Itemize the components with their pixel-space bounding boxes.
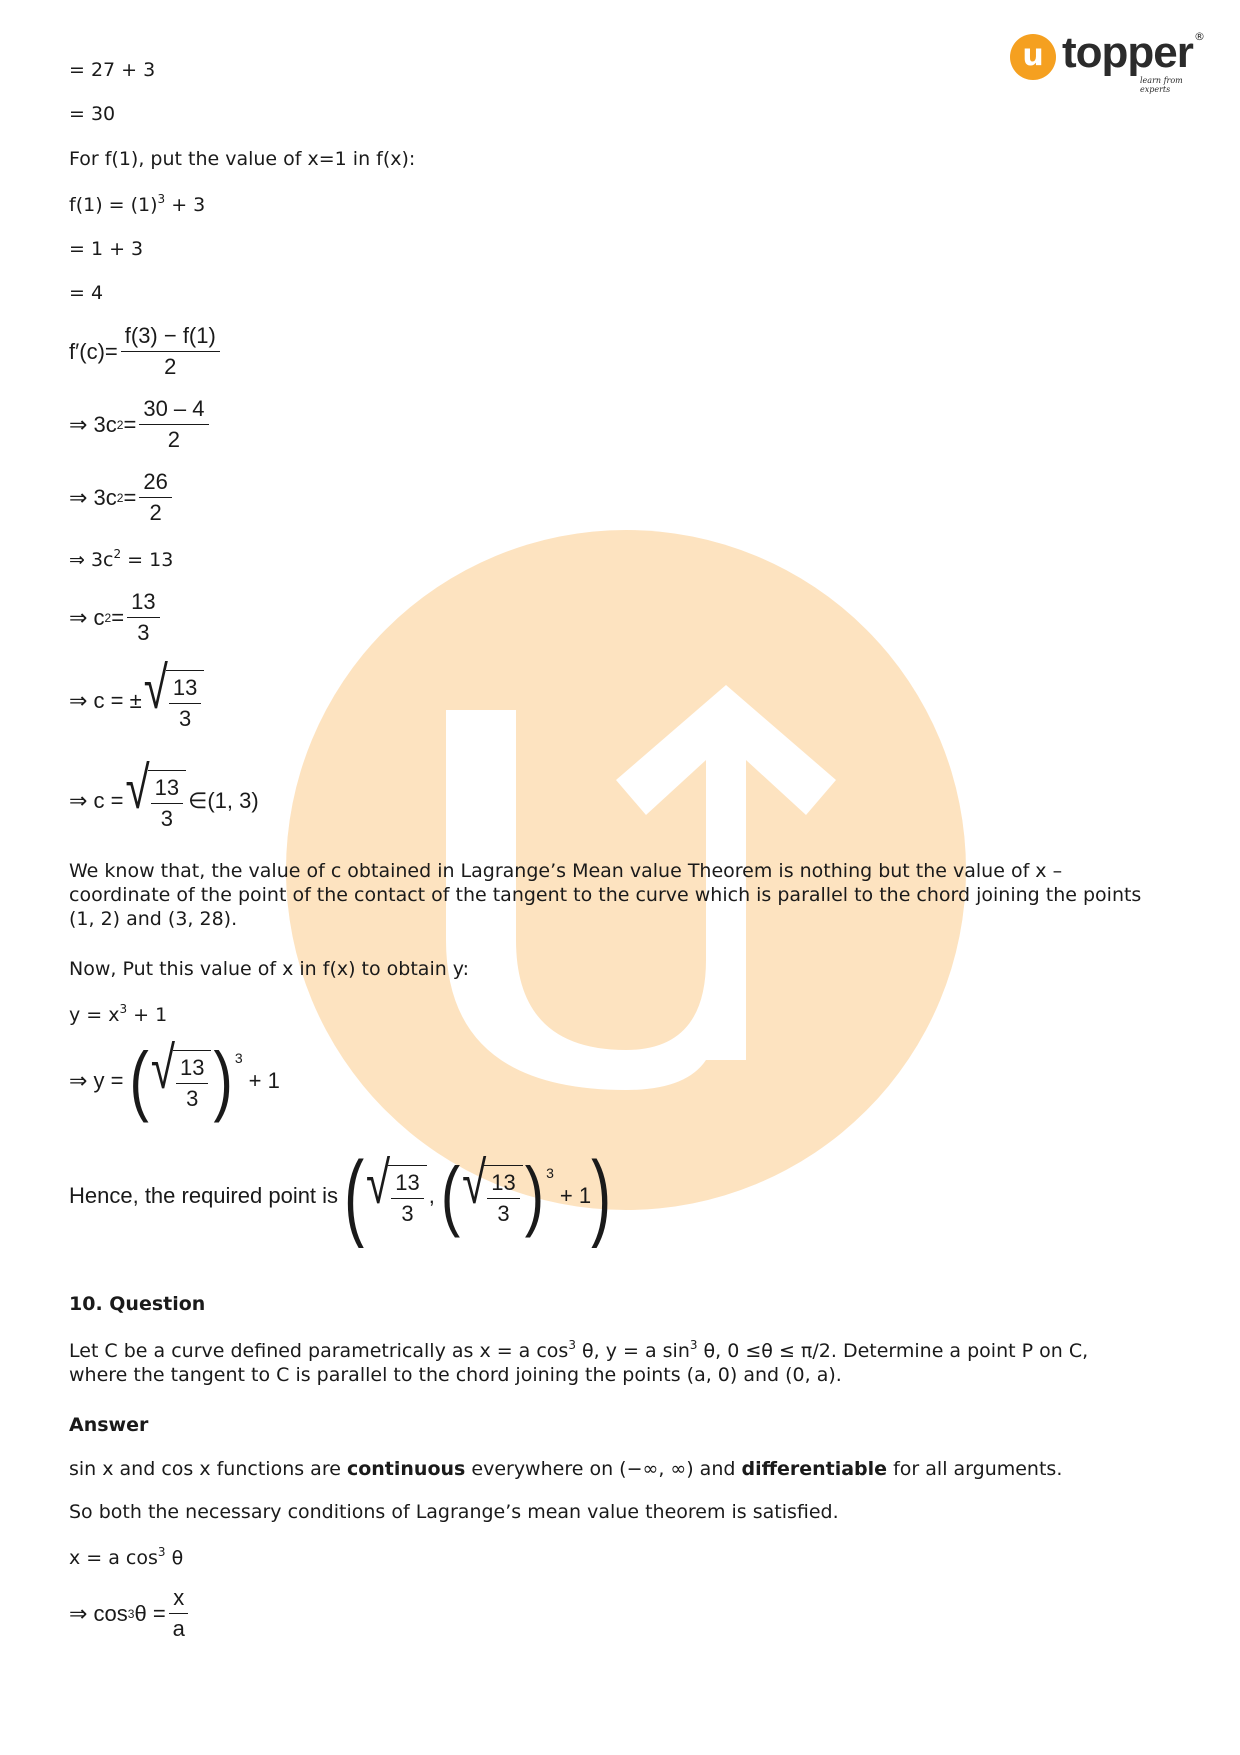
logo-wordmark: topper <box>1062 28 1193 77</box>
equation-step: ⇒ cos 3 θ = $\frac{x}{a}$ <box>69 1585 192 1642</box>
numerator: 13 <box>176 1055 208 1084</box>
equation-result <box>69 1141 612 1249</box>
left-paren: ( <box>440 1151 461 1240</box>
numerator: 13 <box>169 675 201 704</box>
radicand <box>173 1050 211 1112</box>
denominator: a <box>172 1616 185 1641</box>
text: x = a cos <box>69 1547 158 1569</box>
equation-derivative <box>69 323 223 380</box>
fraction <box>391 1170 423 1227</box>
radicand <box>148 770 186 832</box>
radical-icon: √ <box>150 1035 175 1102</box>
right-paren: ) <box>213 1036 233 1125</box>
square-root <box>125 755 187 832</box>
superscript: 3 <box>568 1338 576 1352</box>
exponent: 3 <box>234 1050 243 1066</box>
denominator: 2 <box>164 354 177 379</box>
denominator: 3 <box>137 620 150 645</box>
denominator: 3 <box>497 1201 510 1226</box>
math-text: f′(c)= <box>69 338 118 364</box>
text: = 13 <box>121 549 174 571</box>
text: ⇒ 3c <box>69 549 114 571</box>
topper-logo <box>1010 28 1210 94</box>
text: θ <box>165 1547 184 1569</box>
radicand <box>484 1165 522 1227</box>
right-paren: ) <box>524 1151 545 1240</box>
logo-mark-icon: u <box>1010 34 1056 80</box>
denominator: 3 <box>186 1086 199 1111</box>
bold-text: continuous <box>346 1458 466 1480</box>
superscript: 2 <box>113 547 122 561</box>
numerator: 13 <box>487 1170 519 1199</box>
step-line: = 27 + 3 <box>69 59 156 81</box>
radicand <box>166 670 204 732</box>
math-text: = <box>123 411 137 437</box>
denominator: 3 <box>178 706 192 731</box>
square-root <box>462 1150 523 1227</box>
fraction <box>127 589 159 646</box>
fraction <box>121 323 220 380</box>
math-text: θ = <box>134 1600 166 1626</box>
math-text: Hence, the required point is <box>69 1183 339 1208</box>
math-text: ⇒ cos <box>69 1600 128 1626</box>
equation-step: ⇒ 3c 2 = $\frac{30 - 4}{2}$ <box>69 396 212 453</box>
superscript: 3 <box>119 1002 128 1016</box>
math-text: ∈(1, 3) <box>188 788 259 813</box>
fraction <box>487 1170 519 1227</box>
equation-step: ⇒ 3c 2 = $\frac{26}{2}$ <box>69 469 175 526</box>
step-line <box>69 1003 167 1027</box>
step-line: Now, Put this value of x in f(x) to obtain y: <box>69 958 470 980</box>
answer-line <box>69 1546 183 1570</box>
math-text: ⇒ c = ± <box>69 688 142 713</box>
radicand <box>388 1165 426 1227</box>
numerator: f(3) − f(1) <box>121 323 220 352</box>
numerator: 13 <box>151 775 183 804</box>
radical-icon: √ <box>366 1150 391 1217</box>
denominator: 3 <box>401 1201 414 1226</box>
fraction <box>151 775 183 832</box>
answer-line: So both the necessary conditions of Lagrange’s mean value theorem is satisfied. <box>69 1501 839 1523</box>
math-text: + 1 <box>248 1068 280 1093</box>
math-text: ⇒ 3c <box>69 484 117 510</box>
text: θ, y = a sin <box>575 1340 690 1362</box>
square-root <box>143 655 205 732</box>
superscript: 3 <box>689 1338 698 1352</box>
left-paren: ( <box>344 1141 365 1249</box>
step-line <box>69 193 205 217</box>
step-line: = 4 <box>69 282 104 304</box>
fraction <box>176 1055 208 1112</box>
fraction <box>139 469 171 526</box>
text: Let C be a curve defined parametrically as x = a cos <box>69 1340 569 1362</box>
math-text: ⇒ 3c <box>69 411 117 437</box>
step-line <box>69 548 173 572</box>
numerator: 13 <box>391 1170 423 1199</box>
math-text: + 1 <box>559 1183 592 1208</box>
step-line: = 30 <box>69 103 116 125</box>
math-text: = <box>123 484 137 510</box>
denominator: 2 <box>149 500 162 525</box>
text: + 1 <box>127 1004 168 1026</box>
denominator: 2 <box>167 427 181 452</box>
registered-icon: ® <box>1194 30 1205 43</box>
text: sin x and cos x functions are <box>69 1458 347 1480</box>
logo-tagline: learn from experts <box>1140 76 1183 94</box>
math-text: = <box>111 604 125 630</box>
text: θ, 0 ≤θ ≤ π/2. Determine a point P on C, where the tangent to C is parallel to the chord joining the points (a, 0) and (0, a). <box>69 1340 1089 1386</box>
superscript: 3 <box>157 192 166 206</box>
numerator: 13 <box>127 589 159 618</box>
denominator: 3 <box>160 806 174 831</box>
equation-step <box>69 1035 280 1125</box>
text: everywhere on (−∞, ∞) and <box>465 1458 742 1480</box>
text: + 3 <box>165 194 206 216</box>
numerator: x <box>169 1585 188 1614</box>
exponent: 3 <box>546 1165 554 1181</box>
step-line: For f(1), put the value of x=1 in f(x): <box>69 148 416 170</box>
answer-line <box>69 1457 1062 1481</box>
explanation-paragraph: We know that, the value of c obtained in Lagrange’s Mean value Theorem is nothing but the value of x – coordinate of the point of the contact of the tangent to the curve which is parallel to the chord joining the points (1, 2) and (3, 28). <box>69 860 1142 930</box>
fraction <box>169 675 201 732</box>
math-text: ⇒ c = <box>69 788 124 813</box>
text: y = x <box>69 1004 120 1026</box>
numerator: 30 – 4 <box>139 396 208 425</box>
radical-icon: √ <box>462 1150 487 1217</box>
step-line: = 1 + 3 <box>69 238 144 260</box>
text: f(1) = (1) <box>69 194 158 216</box>
answer-heading: Answer <box>69 1414 149 1436</box>
right-paren: ) <box>591 1141 612 1249</box>
equation-step <box>69 755 259 832</box>
fraction <box>169 1585 189 1642</box>
square-root <box>366 1150 427 1227</box>
question-text <box>69 1339 1149 1387</box>
radical-icon: √ <box>125 755 150 822</box>
question-heading: 10. Question <box>69 1293 206 1315</box>
radical-icon: √ <box>143 655 168 722</box>
numerator: 26 <box>139 469 171 498</box>
left-paren: ( <box>129 1036 149 1125</box>
equation-step <box>69 655 206 732</box>
equation-step: ⇒ c 2 = $\frac{13}{3}$ <box>69 589 163 646</box>
fraction <box>139 396 208 453</box>
text: for all arguments. <box>887 1458 1063 1480</box>
bold-text: differentiable <box>741 1458 888 1480</box>
math-text: ⇒ c <box>69 604 105 630</box>
math-text: ⇒ y = <box>69 1068 124 1093</box>
math-text: , <box>428 1183 435 1208</box>
superscript: 3 <box>157 1545 166 1559</box>
square-root <box>150 1035 212 1112</box>
